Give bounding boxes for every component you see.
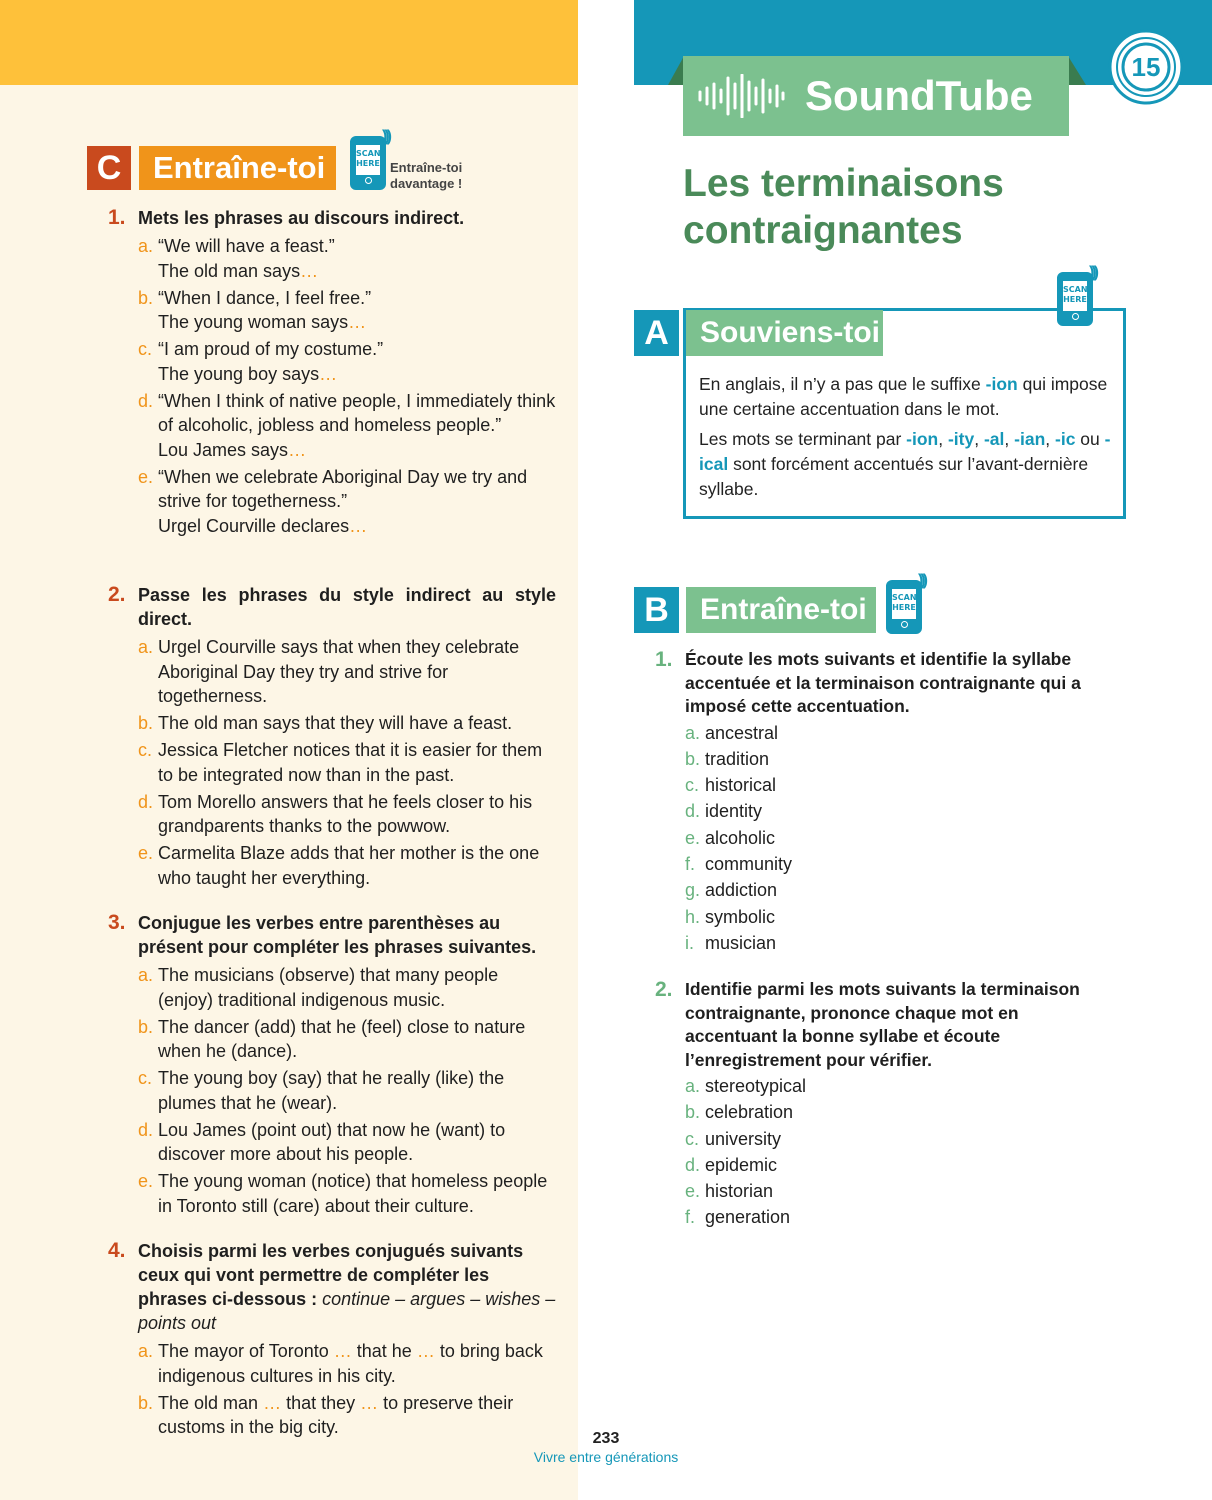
list-item: a. The musicians (observe) that many people (enjoy) traditional indigenous music. — [138, 965, 499, 1010]
list-item: b. “When I dance, I feel free.” The young woman says… — [138, 287, 372, 332]
sound-exercise-2 — [655, 978, 1115, 1233]
list-item: b. The old man … that they … to preserve their customs in the big city. — [138, 1392, 514, 1437]
soundwave-icon — [697, 74, 785, 118]
list-item: e. “When we celebrate Aboriginal Day we try and strive for togetherness.” Urgel Courville declares… — [138, 466, 528, 536]
lesson-number-badge — [1107, 28, 1185, 106]
section-a-letter: A — [634, 310, 679, 356]
list-item: d. Tom Morello answers that he feels closer to his grandparents thanks to the powwow. — [138, 791, 533, 836]
section-c-title: Entraîne-toi — [139, 146, 336, 190]
soundtube-banner — [683, 56, 1069, 136]
list-item: e. The young woman (notice) that homeless people in Toronto still (care) about their culture. — [138, 1171, 548, 1216]
list-item: d. “When I think of native people, I immediately think of alcoholic, jobless and homeless people.” Lou James says… — [138, 390, 556, 460]
list-item: d. epidemic — [685, 1154, 778, 1175]
list-item: b. celebration — [685, 1102, 794, 1123]
list-item: c. “I am proud of my costume.” The young boy says… — [138, 339, 384, 384]
list-item: a. The mayor of Toronto … that he … to bring back indigenous cultures in his city. — [138, 1341, 543, 1386]
exercise-4 — [108, 1239, 556, 1442]
section-b-letter: B — [634, 587, 679, 633]
exercise-question: Choisis parmi les verbes conjugués suivants ceux qui vont permettre de compléter les phrases ci-dessous : — [138, 1241, 524, 1309]
section-a-title: Souviens-toi — [686, 310, 883, 356]
exercise-question: Conjugue les verbes entre parenthèses au présent pour compléter les phrases suivantes. — [138, 913, 537, 957]
section-b-title: Entraîne-toi — [686, 587, 876, 633]
list-item: i. musician — [685, 932, 777, 953]
list-item: b. tradition — [685, 748, 770, 769]
left-header-band — [0, 0, 578, 85]
list-item: e. historian — [685, 1181, 774, 1202]
svg-text:15: 15 — [1131, 52, 1161, 82]
list-item: g. addiction — [685, 880, 778, 901]
exercise-number: 4. — [108, 1239, 126, 1262]
list-item: c. historical — [685, 775, 777, 796]
banner-fold-right — [1068, 56, 1086, 85]
list-item: a. Urgel Courville says that when they celebrate Aboriginal Day they try and strive for togetherness. — [138, 637, 520, 706]
exercise-question: Écoute les mots suivants et identifie la syllabe accentuée et la terminaison contraignante qui a imposé cette accentuation. — [685, 649, 1081, 716]
verb-list: continue – argues – wishes – points out — [138, 1289, 556, 1333]
page-title: Les terminaisons contraignantes — [683, 162, 1004, 252]
list-item: e. Carmelita Blaze adds that her mother is the one who taught her everything. — [138, 843, 540, 888]
list-item: a. stereotypical — [685, 1076, 807, 1096]
list-item: d. Lou James (point out) that now he (want) to discover more about his people. — [138, 1119, 506, 1164]
list-item: a. “We will have a feast.” The old man says… — [138, 236, 335, 281]
exercise-number: 2. — [108, 583, 126, 606]
page-number: 233 — [592, 1430, 620, 1447]
exercise-question: Passe les phrases du style indirect au style direct. — [138, 585, 556, 629]
list-item: b. The dancer (add) that he (feel) close to nature when he (dance). — [138, 1016, 526, 1061]
section-c-letter: C — [87, 146, 131, 190]
exercise-1 — [108, 206, 556, 541]
exercise-question: Mets les phrases au discours indirect. — [138, 208, 465, 228]
list-item: a. ancestral — [685, 722, 779, 743]
list-item: b. The old man says that they will have a feast. — [138, 713, 513, 733]
list-item: c. university — [685, 1128, 782, 1149]
list-item: f. community — [685, 853, 793, 874]
exercise-question: Identifie parmi les mots suivants la terminaison contraignante, prononce chaque mot en accentuant la bonne syllabe et écoute l’enregistrement pour vérifier. — [685, 979, 1080, 1070]
exercise-3 — [108, 911, 556, 1221]
exercise-number: 3. — [108, 911, 126, 934]
souviens-toi-text: En anglais, il n’y a pas que le suffixe -ion qui impose une certaine accentuation dans le mot. Les mots se terminant par -ion, -ity, -al, -ian, -ic ou -ical sont forcément accentués sur l’avant-dernière syllabe. — [699, 374, 1111, 499]
list-item: d. identity — [685, 801, 763, 822]
list-item: f. generation — [685, 1207, 791, 1228]
list-item: c. Jessica Fletcher notices that it is easier for them to be integrated now than in the past. — [138, 740, 543, 785]
sound-exercise-1 — [655, 648, 1115, 958]
list-item: h. symbolic — [685, 906, 776, 927]
scan-caption: Entraîne-toi davantage ! — [390, 160, 463, 191]
soundtube-title: SoundTube — [805, 72, 1033, 119]
exercise-2 — [108, 583, 556, 893]
exercise-number: 1. — [655, 648, 673, 671]
list-item: e. alcoholic — [685, 827, 776, 848]
exercise-number: 1. — [108, 206, 126, 229]
banner-fold-left — [668, 56, 684, 85]
list-item: c. The young boy (say) that he really (like) the plumes that he (wear). — [138, 1068, 505, 1113]
book-title: Vivre entre générations — [533, 1449, 679, 1465]
exercise-number: 2. — [655, 978, 673, 1001]
